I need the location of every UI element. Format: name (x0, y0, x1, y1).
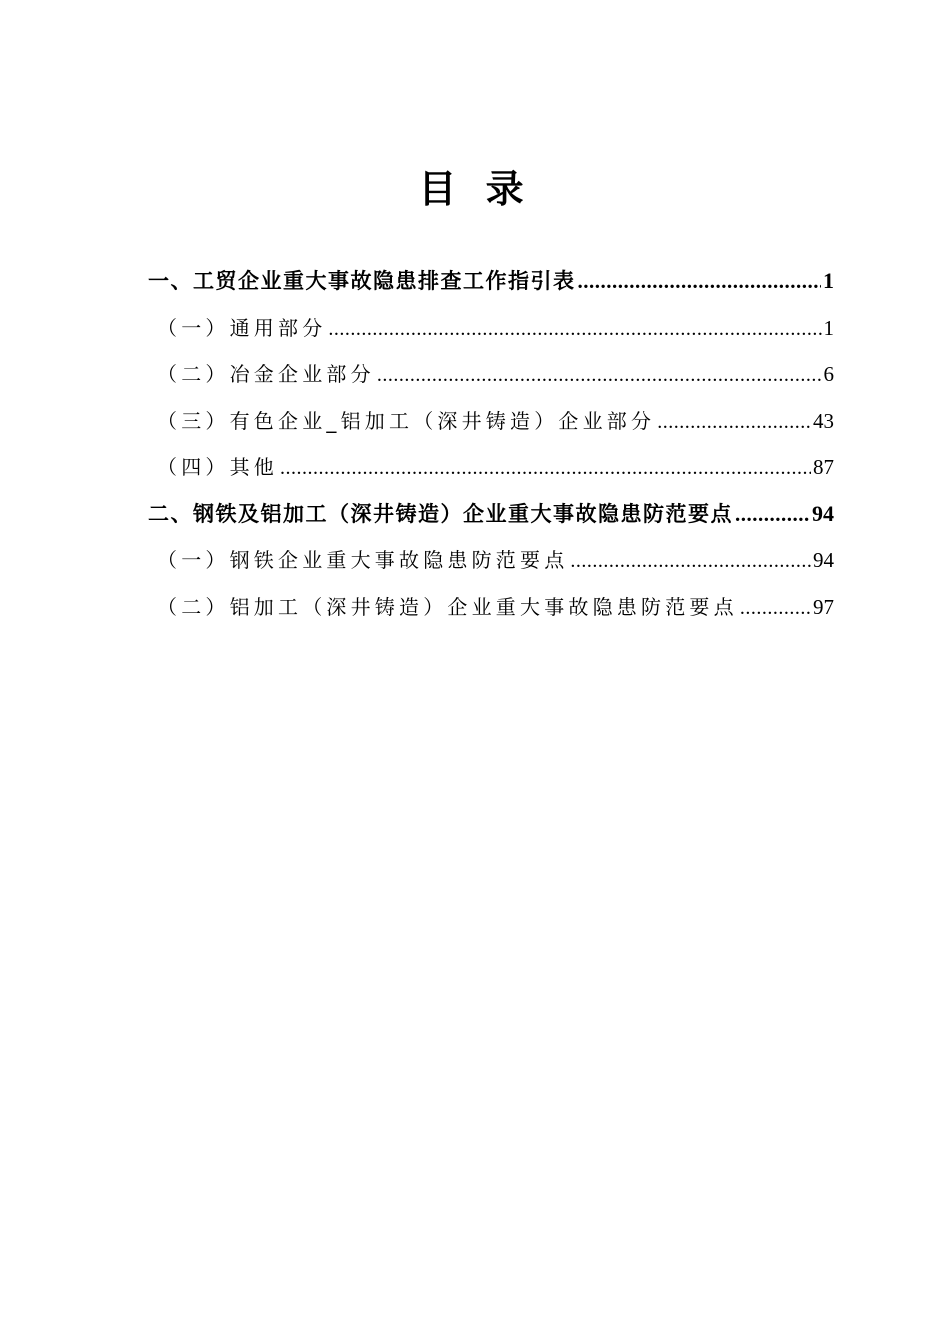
toc-dot-leader (735, 491, 810, 537)
toc-entry[interactable] (148, 444, 834, 491)
toc-entry[interactable] (148, 584, 834, 631)
toc-page-number: 97 (813, 594, 834, 619)
toc-dot-leader (328, 306, 821, 352)
toc-dot-leader (570, 538, 811, 584)
toc-dot-leader (657, 399, 811, 445)
toc-entry-label: （二）铝加工（深井铸造）企业重大事故隐患防范要点 (157, 594, 738, 619)
toc-dot-leader (578, 258, 822, 304)
toc-entry[interactable] (148, 258, 834, 305)
toc-page-number: 87 (813, 455, 834, 479)
toc-page-number: 94 (813, 548, 834, 572)
table-of-contents (148, 258, 834, 630)
toc-entry-label: 二、钢铁及铝加工（深井铸造）企业重大事故隐患防范要点 (148, 501, 733, 526)
toc-entry[interactable] (148, 305, 834, 352)
toc-entry-label: （一）通用部分 (157, 315, 327, 340)
toc-dot-leader (280, 445, 811, 491)
toc-entry-label: （一）钢铁企业重大事故隐患防范要点 (157, 548, 569, 572)
toc-page-number: 1 (823, 268, 834, 293)
toc-entry[interactable] (148, 398, 834, 445)
toc-page-number: 43 (813, 408, 834, 433)
toc-entry-label: （四）其他 (157, 455, 278, 479)
toc-dot-leader (740, 585, 811, 631)
toc-page-number: 94 (812, 500, 834, 526)
toc-entry-label: （二）冶金企业部分 (157, 362, 375, 386)
toc-entry-label: 一、工贸企业重大事故隐患排查工作指引表 (148, 269, 576, 293)
toc-entry-label: （三）有色企业_铝加工（深井铸造）企业部分 (157, 408, 656, 433)
toc-page-number: 1 (823, 315, 834, 340)
page-title: 目 录 (418, 167, 532, 211)
toc-dot-leader (377, 352, 822, 398)
toc-page-number: 6 (823, 362, 834, 386)
toc-entry[interactable] (148, 491, 834, 538)
toc-entry[interactable] (148, 351, 834, 398)
toc-entry[interactable] (148, 537, 834, 584)
